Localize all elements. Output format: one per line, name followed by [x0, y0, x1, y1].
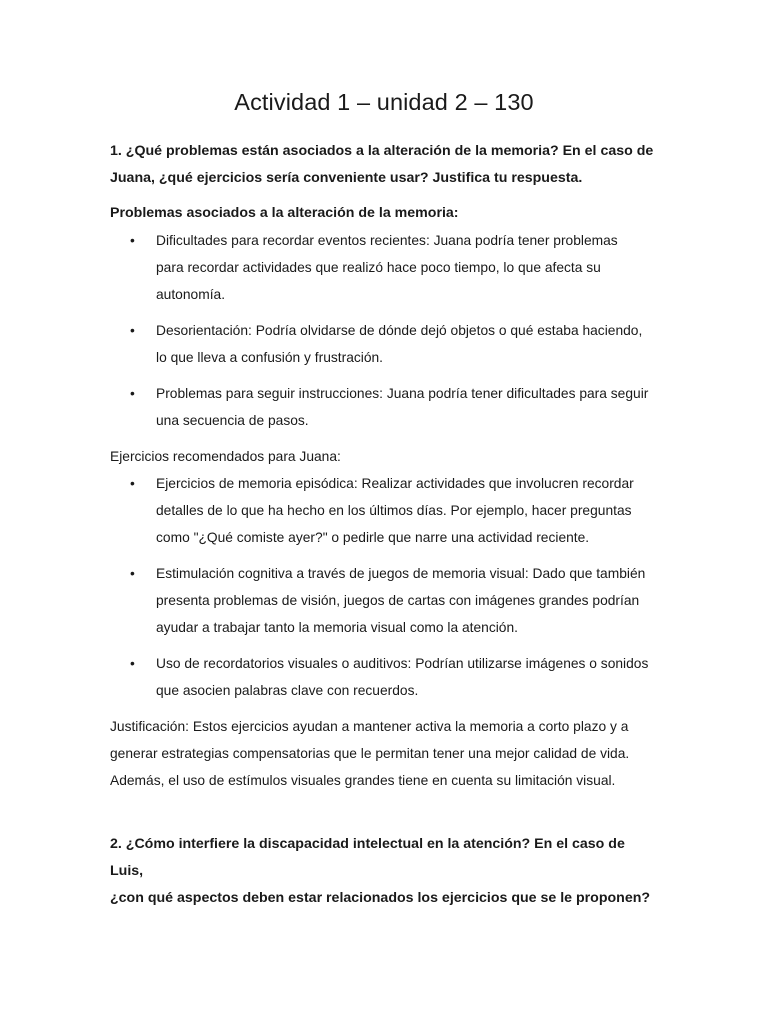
list-item-line: Dificultades para recordar eventos recientes: Juana podría tener problemas: [156, 233, 618, 248]
list-item: [110, 380, 658, 434]
document-title: Actividad 1 – unidad 2 – 130: [234, 89, 534, 115]
list-item-line: Estimulación cognitiva a través de juegos de memoria visual: Dado que también: [156, 566, 646, 581]
list-item-line: detalles de lo que ha hecho en los últimos días. Por ejemplo, hacer preguntas: [156, 503, 632, 518]
list-item-line: para recordar actividades que realizó hace poco tiempo, lo que afecta su: [156, 260, 601, 275]
list-item-line: Ejercicios de memoria episódica: Realizar actividades que involucren recordar: [156, 476, 634, 491]
list-item-line: presenta problemas de visión, juegos de cartas con imágenes grandes podrían: [156, 593, 640, 608]
list-item-line: autonomía.: [156, 287, 226, 302]
list-item: [110, 317, 658, 371]
justification-paragraph: [110, 713, 658, 794]
list-item: [110, 227, 658, 308]
question-1-line-2: Juana, ¿qué ejercicios sería conveniente usar? Justifica tu respuesta.: [110, 170, 583, 186]
question-2-line-1: 2. ¿Cómo interfiere la discapacidad intelectual en la atención? En el caso de Luis,: [110, 836, 625, 879]
list-item-line: Desorientación: Podría olvidarse de dónde dejó objetos o qué estaba haciendo,: [156, 323, 643, 338]
justification-line: generar estrategias compensatorias que le permitan tener una mejor calidad de vida.: [110, 746, 630, 761]
question-1: [110, 138, 658, 192]
list-item: [110, 650, 658, 704]
problems-heading: Problemas asociados a la alteración de la memoria:: [110, 205, 459, 221]
list-item-line: como "¿Qué comiste ayer?" o pedirle que narre una actividad reciente.: [156, 530, 590, 545]
list-item-line: una secuencia de pasos.: [156, 413, 309, 428]
problems-list: [110, 227, 658, 434]
bullet: •: [130, 656, 135, 671]
list-item-line: que asocien palabras clave con recuerdos.: [156, 683, 419, 698]
bullet: •: [130, 233, 135, 248]
list-item-line: Problemas para seguir instrucciones: Juana podría tener dificultades para seguir: [156, 386, 649, 401]
bullet: •: [130, 476, 135, 491]
question-1-line-1: 1. ¿Qué problemas están asociados a la alteración de la memoria? En el caso de: [110, 143, 654, 159]
list-item-line: Uso de recordatorios visuales o auditivos: Podrían utilizarse imágenes o sonidos: [156, 656, 649, 671]
list-item-line: ayudar a trabajar tanto la memoria visual como la atención.: [156, 620, 518, 635]
question-2-line-2: ¿con qué aspectos deben estar relacionados los ejercicios que se le proponen?: [110, 890, 651, 906]
justification-line: Justificación: Estos ejercicios ayudan a mantener activa la memoria a corto plazo y a: [110, 719, 629, 734]
list-item: [110, 470, 658, 551]
exercises-list: [110, 470, 658, 704]
bullet: •: [130, 386, 135, 401]
exercises-heading: Ejercicios recomendados para Juana:: [110, 449, 341, 464]
bullet: •: [130, 323, 135, 338]
question-2: [110, 831, 658, 912]
list-item-line: lo que lleva a confusión y frustración.: [156, 350, 384, 365]
list-item: [110, 560, 658, 641]
justification-line: Además, el uso de estímulos visuales grandes tiene en cuenta su limitación visual.: [110, 773, 616, 788]
bullet: •: [130, 566, 135, 581]
